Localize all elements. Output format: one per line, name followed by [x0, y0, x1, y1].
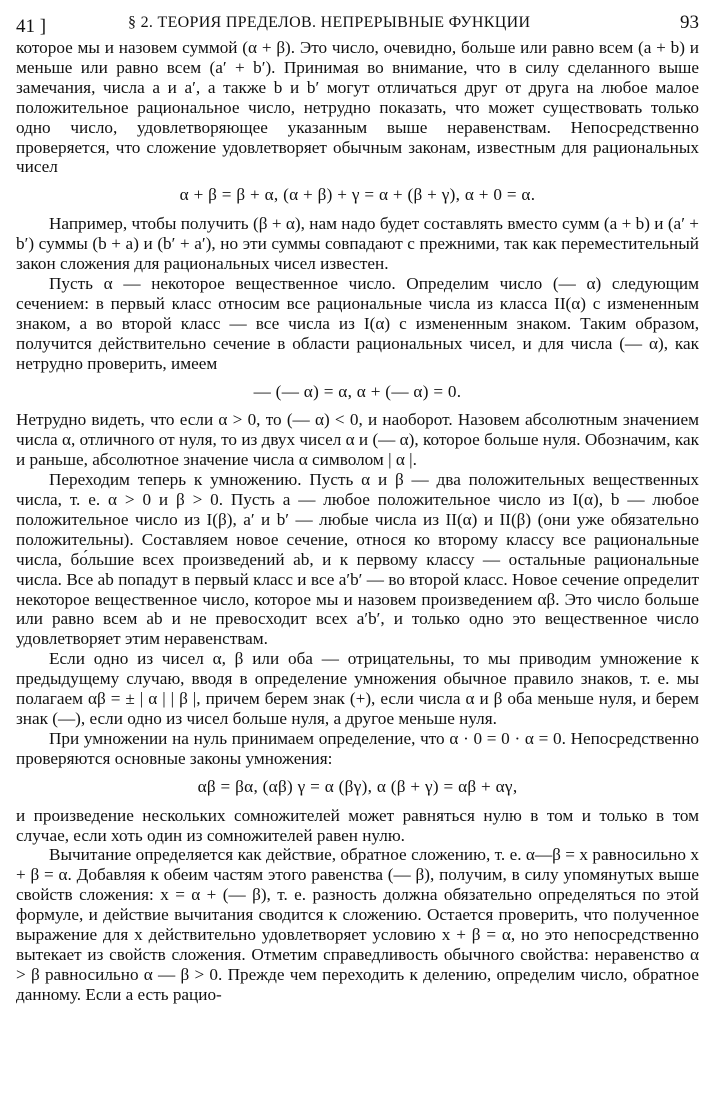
corner-mark: 41 ] — [16, 16, 47, 37]
paragraph: При умножении на нуль принимаем определение, что α · 0 = 0 · α = 0. Непосредственно проверяются основные законы умножения: — [16, 728, 699, 768]
paragraph: Пусть α — некоторое вещественное число. Определим число (— α) следующим сечением: в первый класс относим все рациональные числа из класса II(α) с измененным знаком, а во второй класс — все числа из I(α) с измененным знаком. Таким образом, получится действительно сечение в области рациональных чисел, и для числа (— α), как нетрудно проверить, имеем — [16, 273, 699, 373]
paragraph: Например, чтобы получить (β + α), нам надо будет составлять вместо сумм (a + b) и (a′ + b′) суммы (b + a) и (b′ + a′), но эти суммы совпадают с прежними, так как переместительный закон сложения для рациональных чисел известен. — [16, 214, 699, 274]
paragraph: Если одно из чисел α, β или оба — отрицательны, то мы приводим умножение к предыдущему случаю, вводя в определение умножения обычное правило знаков, т. е. мы полагаем αβ = ± | α | | β |, причем берем знак (+), если числа α и β оба меньше нуля, и берем знак (—), если одно из чисел больше нуля, а другое меньше нуля. — [16, 649, 699, 728]
paragraph: Вычитание определяется как действие, обратное сложению, т. е. α—β = x равносильно x + β = α. Добавляя к обеим частям этого равенства (— β), получим, в силу упомянутых выше свойств сложения: x = α + (— β), т. е. разность должна обязательно определяться по этой формуле, и действие вычитания сводится к сложению. Остается проверить, что полученное выражение для x действительно удовлетворяет условию x + β = α, но это непосредственно вытекает из свойств сложения. Отметим справедливость обычного свойства: неравенство α > β равносильно α — β > 0. Прежде чем переходить к делению, определим число, обратное данному. Если a есть рацио- — [16, 845, 699, 1004]
formula-multiplication-laws: αβ = βα, (αβ) γ = α (βγ), α (β + γ) = αβ + αγ, — [197, 776, 518, 796]
page-number: 93 — [680, 12, 699, 33]
page-header — [16, 8, 699, 37]
running-title: § 2. ТЕОРИЯ ПРЕДЕЛОВ. НЕПРЕРЫВНЫЕ ФУНКЦИИ — [128, 14, 531, 31]
paragraph: которое мы и назовем суммой (α + β). Это число, очевидно, больше или равно всем (a + b) и меньше или равно всем (a′ + b′). Принимая во внимание, что в силу сделанного выше замечания, числа a и a′, а также b и b′ могут отличаться друг от друга на любое малое положительное рациональное число, нетрудно показать, что может существовать только одно число, удовлетворяющее указанным выше неравенствам. Непосредственно проверяется, что сложение удовлетворяет обычным законам, известным для рациональных чисел — [16, 38, 699, 177]
body-text — [16, 38, 699, 1005]
paragraph: Нетрудно видеть, что если α > 0, то (— α) < 0, и наоборот. Назовем абсолютным значением числа α, отличного от нуля, то из двух чисел α и (— α), которое больше нуля. Обозначим, как и раньше, абсолютное значение числа α символом | α |. — [16, 410, 699, 470]
formula-addition-laws: α + β = β + α, (α + β) + γ = α + (β + γ), α + 0 = α. — [179, 185, 536, 205]
formula-negation: — (— α) = α, α + (— α) = 0. — [253, 381, 462, 401]
paragraph: Переходим теперь к умножению. Пусть α и β — два положительных вещественных числа, т. е. α > 0 и β > 0. Пусть a — любое положительное число из I(α), b — любое положительное число из I(β), a′ и b′ — любые числа из II(α) и II(β) (они уже обязательно положительны). Составляем новое сечение, относя ко второму классу все рациональные числа, бо́льшие всех произведений ab, и к первому классу — остальные рациональные числа. Все ab попадут в первый класс и все a′b′ — во второй класс. Новое сечение определит некоторое вещественное число, которое мы и назовем произведением αβ. Это число больше или равно всем ab и не превосходит всех a′b′, и только одно это вещественное число удовлетворяет этим неравенствам. — [16, 470, 699, 649]
paragraph: и произведение нескольких сомножителей может равняться нулю в том и только в том случае, если хоть один из сомножителей равен нулю. — [16, 805, 699, 845]
